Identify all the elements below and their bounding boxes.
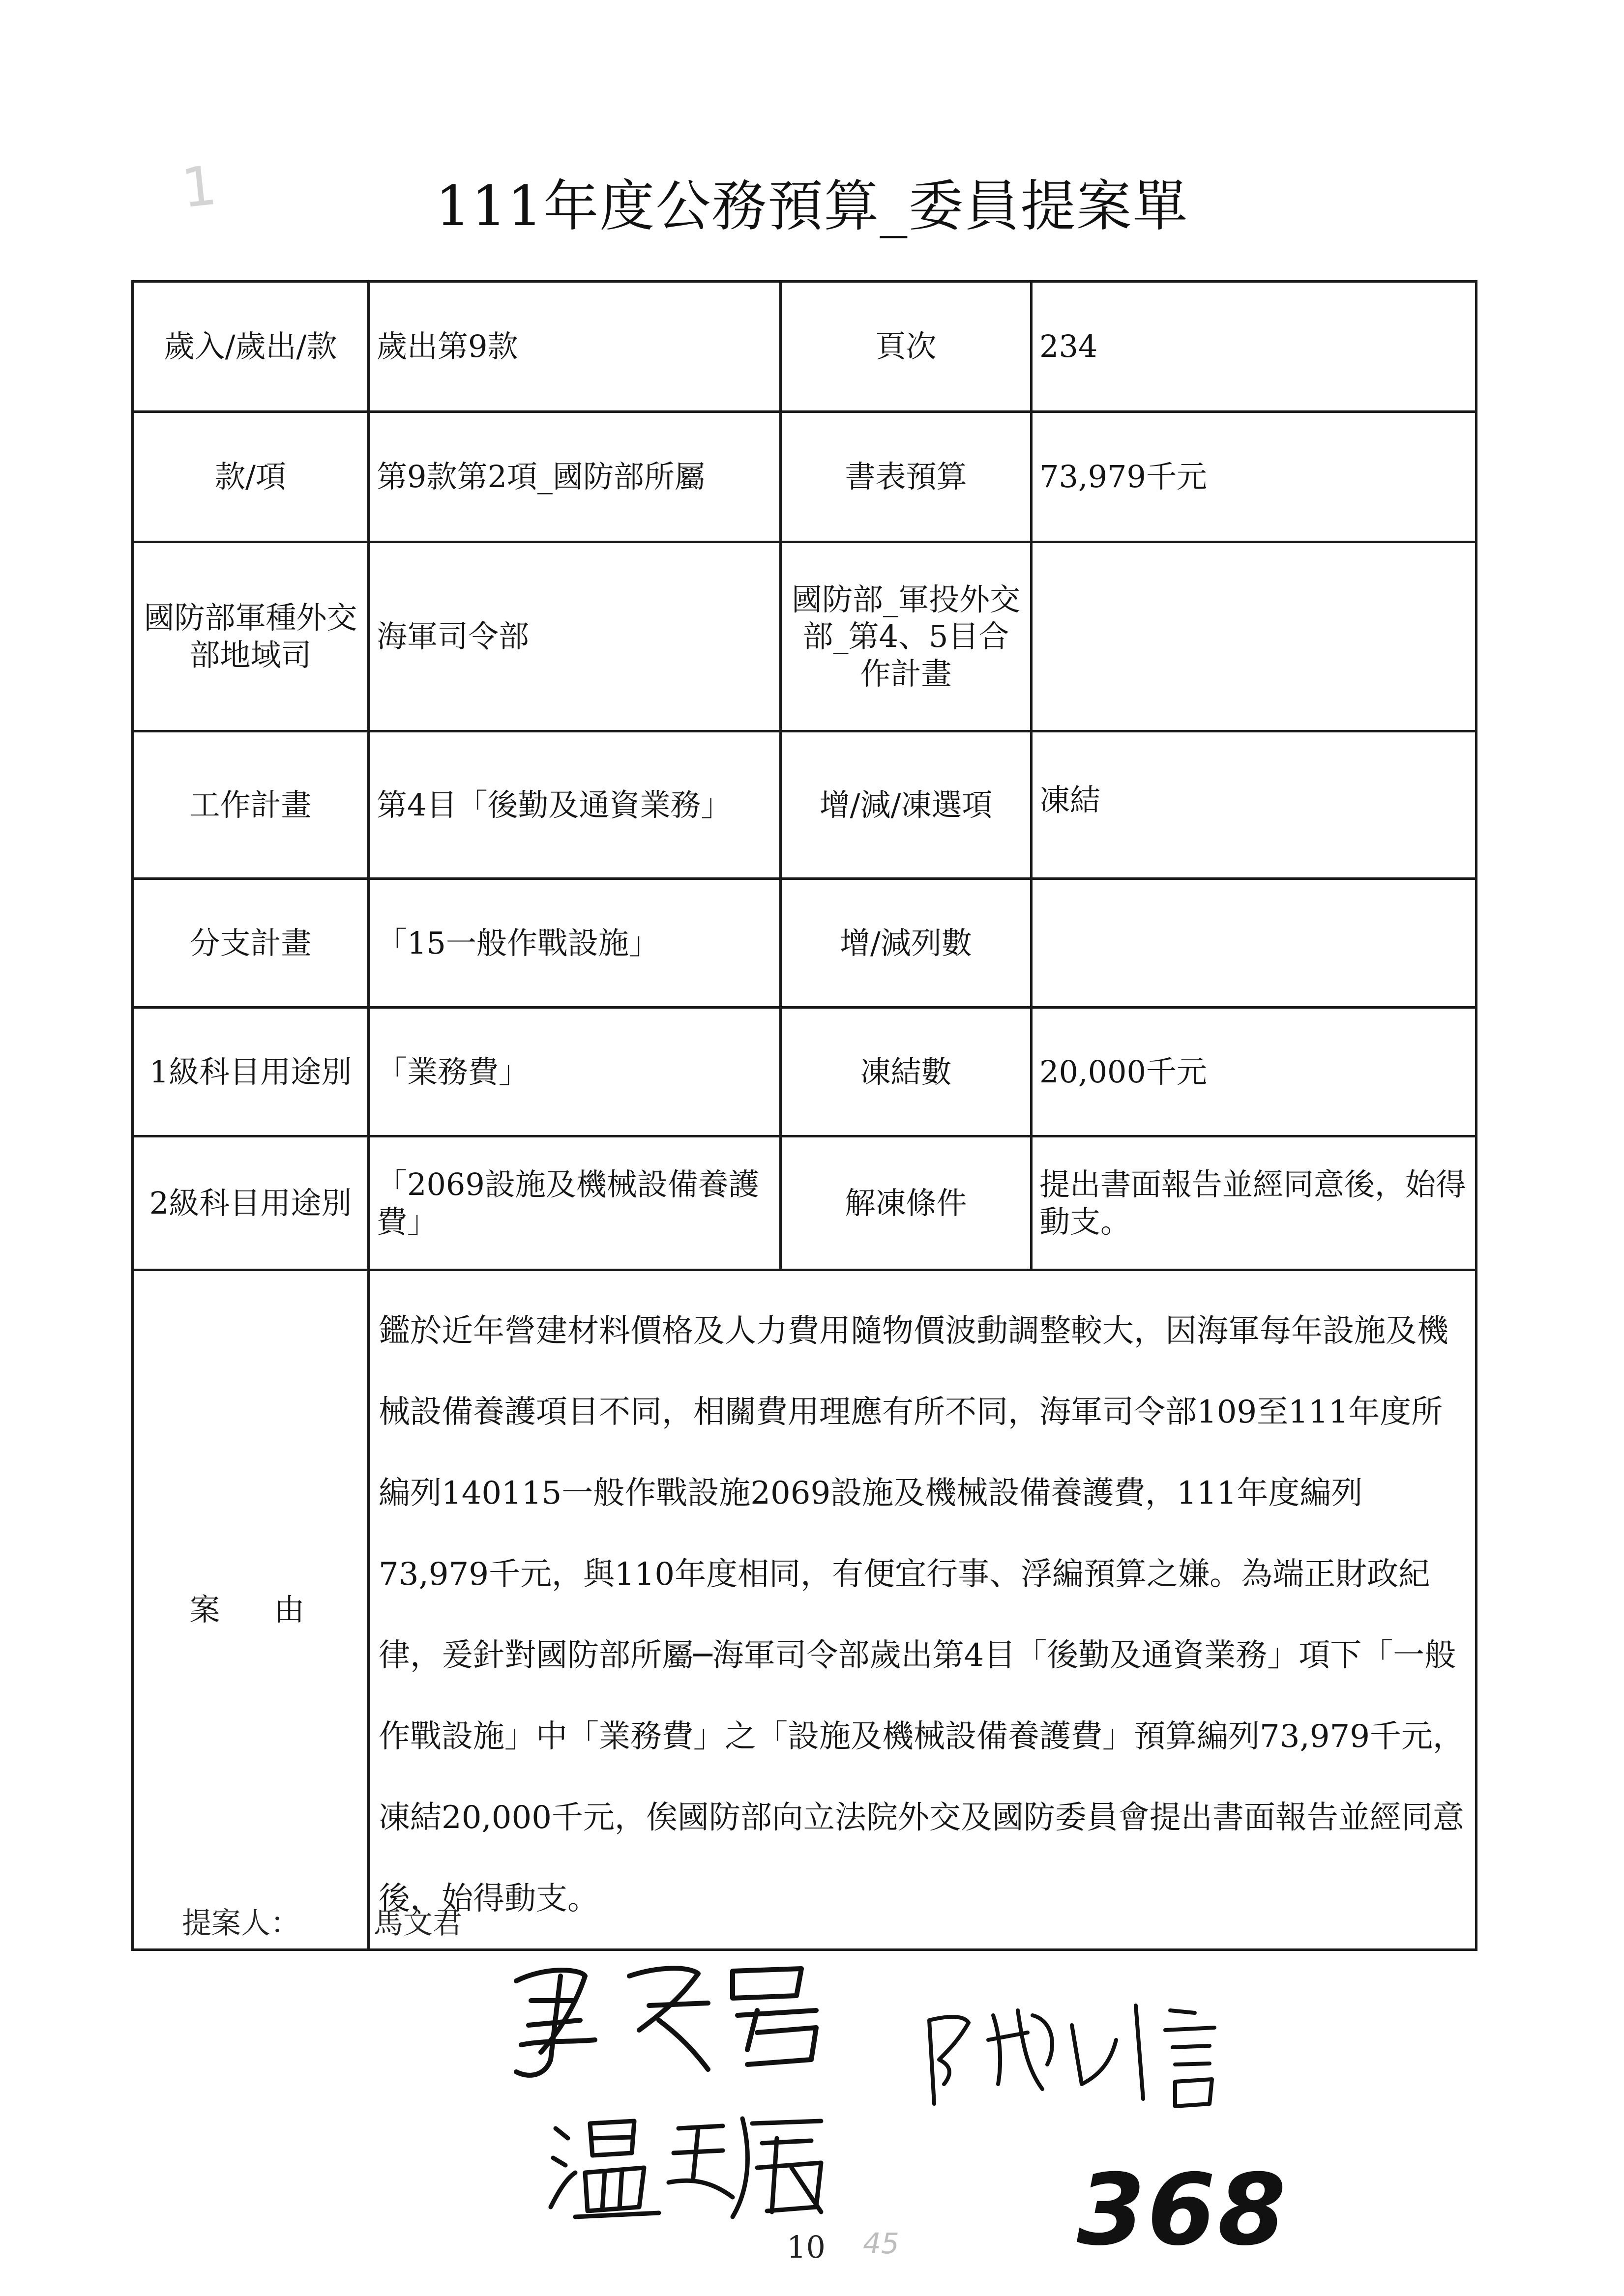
label-frozen-amount: 凍結數 (781, 1008, 1032, 1136)
value-frozen-amount: 20,000千元 (1032, 1008, 1476, 1136)
proposer-name: 馬文君 (374, 1906, 462, 1941)
form-row-level1 (133, 1008, 1476, 1136)
value-adjust-amount (1032, 879, 1476, 1008)
label-level1: 1級科目用途別 (133, 1008, 369, 1136)
value-section-item: 第9款第2項_國防部所屬 (369, 412, 781, 542)
page-title: 111年度公務預算_委員提案單 (435, 174, 1189, 238)
value-level1: 「業務費」 (369, 1008, 781, 1136)
value-unfreeze-condition: 提出書面報告並經同意後，始得動支。 (1032, 1136, 1476, 1270)
label-budget: 書表預算 (781, 412, 1032, 542)
value-option: 凍結 (1032, 731, 1476, 879)
form-row-branch-plan (133, 879, 1476, 1008)
form-row-revenue-expense (133, 282, 1476, 412)
value-page: 234 (1032, 282, 1476, 412)
value-branch-plan: 「15一般作戰設施」 (369, 879, 781, 1008)
proposer-label: 提案人： (182, 1906, 300, 1941)
label-reason: 案由 (133, 1270, 369, 1950)
value-level2: 「2069設施及機械設備養護費」 (369, 1136, 781, 1270)
value-reason: 鑑於近年營建材料價格及人力費用隨物價波動調整較大，因海軍每年設施及機械設備養護項目不同，相關費用理應有所不同，海軍司令部109至111年度所編列140115一般作戰設施2069設施及機械設備養護費，111年度編列73,979千元，與110年度相同，有便宜行事、浮編預算之嫌。為端正財政紀律，爰針對國防部所屬─海軍司令部歲出第4目「後勤及通資業務」項下「一般作戰設施」中「業務費」之「設施及機械設備養護費」預算編列73,979千元，凍結20,000千元，俟國防部向立法院外交及國防委員會提出書面報告並經同意後，始得動支。 (369, 1270, 1476, 1950)
label-branch-plan: 分支計畫 (133, 879, 369, 1008)
label-unit: 國防部軍種外交部地域司 (133, 542, 369, 731)
value-unit: 海軍司令部 (369, 542, 781, 731)
label-section-item: 款/項 (133, 412, 369, 542)
form-row-work-plan (133, 731, 1476, 879)
value-cooperation-plan (1032, 542, 1476, 731)
label-cooperation-plan: 國防部_軍投外交部_第4、5目合作計畫 (781, 542, 1032, 731)
value-revenue-expense: 歲出第9款 (369, 282, 781, 412)
page-number: 10 (787, 2229, 826, 2265)
handwritten-sequence-number: 368 (1077, 2153, 1288, 2267)
form-row-level2 (133, 1136, 1476, 1270)
label-adjust-amount: 增/減列數 (781, 879, 1032, 1008)
label-work-plan: 工作計畫 (133, 731, 369, 879)
proposal-form-table (131, 280, 1477, 1951)
label-option: 增/減/凍選項 (781, 731, 1032, 879)
label-unfreeze-condition: 解凍條件 (781, 1136, 1032, 1270)
value-work-plan: 第4目「後勤及通資業務」 (369, 731, 781, 879)
form-row-reason (133, 1270, 1476, 1950)
label-level2: 2級科目用途別 (133, 1136, 369, 1270)
form-row-section (133, 412, 1476, 542)
value-budget: 73,979千元 (1032, 412, 1476, 542)
signature-chen-yi-hsin (919, 1986, 1254, 2114)
signature-ma-wen-chun (502, 1947, 856, 2094)
form-row-unit (133, 542, 1476, 731)
label-revenue-expense: 歲入/歲出/款 (133, 282, 369, 412)
signature-wen-yu-xia (546, 2099, 851, 2227)
label-page: 頁次 (781, 282, 1032, 412)
handwritten-circle-mark: 1 (178, 153, 220, 220)
page-number-faint: 45 (863, 2227, 899, 2260)
